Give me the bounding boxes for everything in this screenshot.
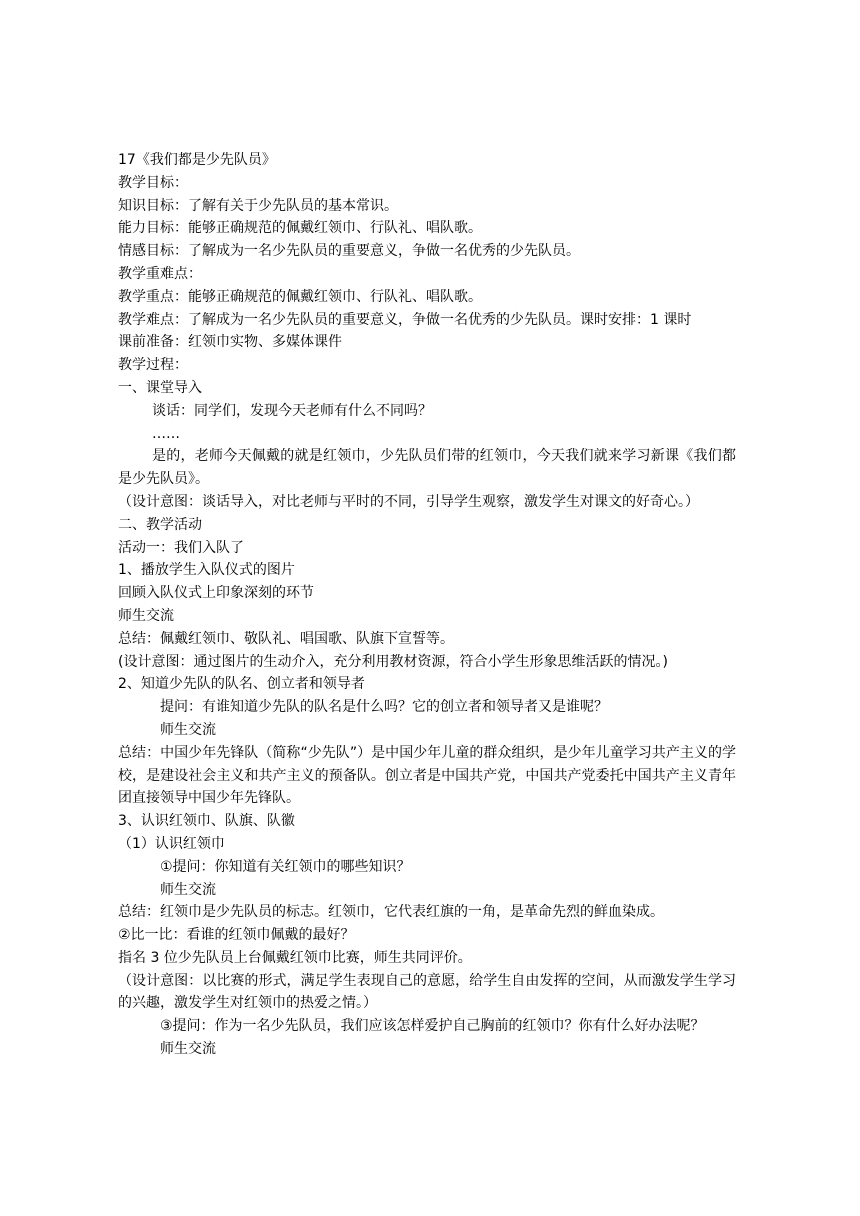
ability-goal: 能力目标：能够正确规范的佩戴红领巾、行队礼、唱队歌。 xyxy=(118,220,482,237)
summary-3: 总结：红领巾是少先队员的标志。红领巾，它代表红旗的一角，是革命先烈的鲜血染成。 xyxy=(118,904,664,921)
summary-2: 总结：中国少年先锋队（简称“少先队”）是中国少年儿童的群众组织，是少年儿童学习共产主义的学校，是建设社会主义和共产主义的预备队。创立者是中国共产党，中国共产党委托中国共产主义青年团直接领导中国少年先锋队。 xyxy=(118,744,736,807)
step-1: 1、播放学生入队仪式的图片 xyxy=(118,562,295,579)
teacher-student-exchange: 师生交流 xyxy=(160,721,216,738)
knowledge-goal: 知识目标：了解有关于少先队员的基本常识。 xyxy=(118,197,398,214)
summary-1: 总结：佩戴红领巾、敬队礼、唱国歌、队旗下宣誓等。 xyxy=(118,630,454,647)
design-intent-1: （设计意图：谈话导入，对比老师与平时的不同，引导学生观察，激发学生对课文的好奇心。） xyxy=(118,493,699,510)
design-intent-3: （设计意图：以比赛的形式，满足学生表现自己的意愿，给学生自由发挥的空间，从而激发学生学习的兴趣，激发学生对红领巾的热爱之情。） xyxy=(118,972,736,1012)
section-activities: 二、教学活动 xyxy=(118,516,202,533)
emotion-goal: 情感目标：了解成为一名少先队员的重要意义，争做一名优秀的少先队员。 xyxy=(118,243,580,260)
competition: 指名 3 位少先队员上台佩戴红领巾比赛，师生共同评价。 xyxy=(118,949,472,966)
teacher-student-exchange: 师生交流 xyxy=(160,881,216,898)
question-red-scarf: ①提问：你知道有关红领巾的哪些知识？ xyxy=(160,858,411,875)
heading-process: 教学过程： xyxy=(118,357,188,374)
document-title: 17《我们都是少先队员》 xyxy=(118,152,276,168)
key-point: 教学重点：能够正确规范的佩戴红领巾、行队礼、唱队歌。 xyxy=(118,288,482,305)
step-2: 2、知道少先队的队名、创立者和领导者 xyxy=(118,676,365,693)
preparation: 课前准备：红领巾实物、多媒体课件 xyxy=(118,334,342,351)
document-body xyxy=(118,149,736,1061)
talk-paragraph: 谈话：同学们，发现今天老师有什么不同吗？ xyxy=(152,402,432,419)
section-intro: 一、课堂导入 xyxy=(118,379,202,396)
heading-key-points: 教学重难点： xyxy=(118,265,202,282)
step-3: 3、认识红领巾、队旗、队徽 xyxy=(118,813,295,830)
subsection-red-scarf: （1）认识红领巾 xyxy=(118,835,225,852)
design-intent-2: (设计意图：通过图片的生动介入，充分利用教材资源，符合小学生形象思维活跃的情况。) xyxy=(118,653,668,670)
compare-activity: ②比一比：看谁的红领巾佩戴的最好？ xyxy=(118,927,355,944)
question-2: 提问：有谁知道少先队的队名是什么吗？它的创立者和领导者又是谁呢？ xyxy=(160,699,608,716)
teacher-student-exchange: 师生交流 xyxy=(160,1041,216,1058)
question-care: ③提问：作为一名少先队员，我们应该怎样爱护自己胸前的红领巾？你有什么好办法呢？ xyxy=(160,1018,705,1035)
heading-teaching-goals: 教学目标： xyxy=(118,174,188,191)
difficult-point: 教学难点：了解成为一名少先队员的重要意义，争做一名优秀的少先队员。课时安排：1 课时 xyxy=(118,311,692,328)
intro-paragraph: 是的，老师今天佩戴的就是红领巾，少先队员们带的红领巾，今天我们就来学习新课《我们都是少先队员》。 xyxy=(118,448,736,488)
ellipsis: …… xyxy=(152,425,180,442)
teacher-student-exchange: 师生交流 xyxy=(118,607,174,624)
activity-one: 活动一：我们入队了 xyxy=(118,539,244,556)
review-ceremony: 回顾入队仪式上印象深刻的环节 xyxy=(118,585,314,602)
